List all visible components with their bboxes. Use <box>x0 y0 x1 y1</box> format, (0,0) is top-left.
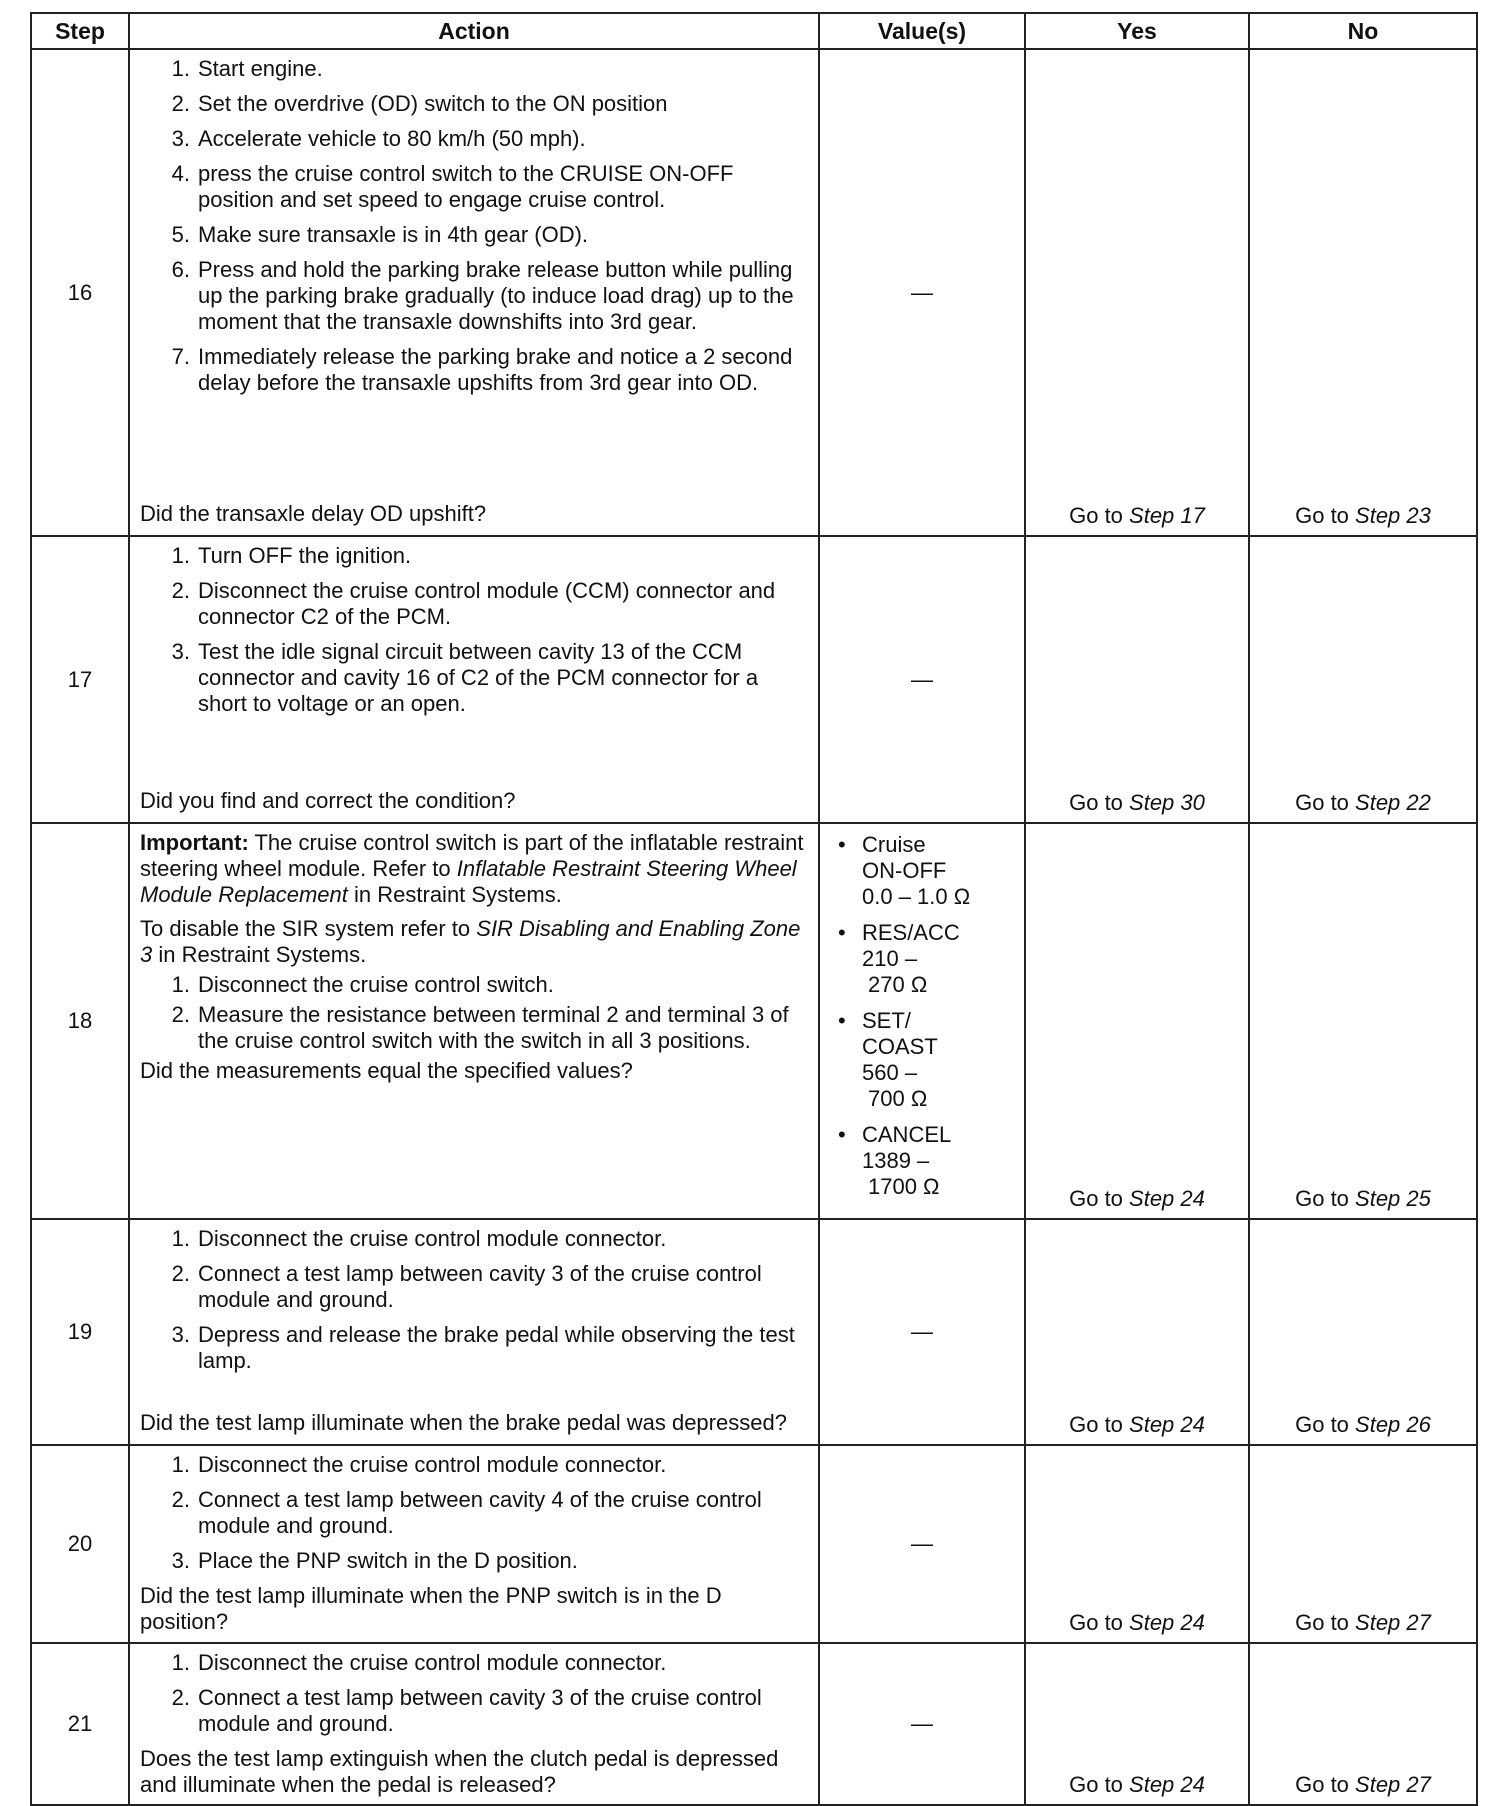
list-item: 2. Connect a test lamp between cavity 4 of the cruise control module and ground. <box>171 1487 762 1538</box>
no-step-link: Step 25 <box>1355 1186 1431 1211</box>
no-cell: Go to Step 22 <box>1249 536 1477 823</box>
header-yes: Yes <box>1025 13 1249 49</box>
table-row <box>31 1219 1477 1445</box>
yes-cell: Go to Step 24 <box>1025 1219 1249 1445</box>
no-step-link: Step 27 <box>1355 1610 1431 1635</box>
yes-step-link: Step 24 <box>1129 1610 1205 1635</box>
action-cell <box>129 1643 819 1805</box>
yes-step-link: Step 24 <box>1129 1772 1205 1797</box>
question-text: Did the measurements equal the specified values? <box>140 1058 633 1083</box>
action-cell <box>129 1445 819 1643</box>
list-item: 1. Start engine. <box>171 56 323 81</box>
value-cell: — <box>819 1219 1025 1445</box>
important-note: Important: The cruise control switch is part of the inflatable restraint steering wheel module. Refer to Inflatable Restraint Steering Wheel Module Replacement in Restraint Systems. <box>140 830 804 907</box>
list-item: 3. Test the idle signal circuit between cavity 13 of the CCM connector and cavity 16 of C2 of the PCM connector for a short to voltage or an open. <box>171 639 759 716</box>
no-cell: Go to Step 26 <box>1249 1219 1477 1445</box>
yes-cell: Go to Step 24 <box>1025 1643 1249 1805</box>
table-row <box>31 1445 1477 1643</box>
value-cell: — <box>819 536 1025 823</box>
action-cell <box>129 536 819 823</box>
no-cell: Go to Step 23 <box>1249 49 1477 536</box>
list-item: 3. Place the PNP switch in the D position. <box>171 1548 578 1573</box>
yes-step-link: Step 24 <box>1129 1412 1205 1437</box>
list-item: 1. Disconnect the cruise control module connector. <box>171 1452 667 1477</box>
header-step: Step <box>31 13 129 49</box>
yes-cell: Go to Step 17 <box>1025 49 1249 536</box>
action-cell <box>129 1219 819 1445</box>
value-cell: — <box>819 1445 1025 1643</box>
list-item: 2. Connect a test lamp between cavity 3 of the cruise control module and ground. <box>171 1261 762 1312</box>
value-cell: — <box>819 49 1025 536</box>
action-steps <box>140 1226 808 1383</box>
action-steps <box>140 56 808 405</box>
no-cell: Go to Step 25 <box>1249 823 1477 1219</box>
no-step-link: Step 22 <box>1355 790 1431 815</box>
action-steps <box>140 972 808 1058</box>
step-number: 19 <box>31 1219 129 1445</box>
yes-cell: Go to Step 24 <box>1025 1445 1249 1643</box>
value-item-res-acc: • RES/ACC 210 – 270 Ω <box>838 920 960 997</box>
list-item: 4. press the cruise control switch to the CRUISE ON-OFF position and set speed to engage cruise control. <box>171 161 734 212</box>
list-item: 3. Accelerate vehicle to 80 km/h (50 mph). <box>171 126 586 151</box>
sir-note: To disable the SIR system refer to SIR Disabling and Enabling Zone 3 in Restraint Systems. <box>140 916 801 967</box>
question-text: Did you find and correct the condition? <box>140 788 516 813</box>
list-item: 1. Disconnect the cruise control switch. <box>171 972 554 997</box>
action-cell <box>129 49 819 536</box>
value-cell <box>819 823 1025 1219</box>
yes-step-link: Step 24 <box>1129 1186 1205 1211</box>
value-item-cancel: • CANCEL 1389 – 1700 Ω <box>838 1122 952 1199</box>
list-item: 1. Disconnect the cruise control module connector. <box>171 1650 667 1675</box>
header-action: Action <box>129 13 819 49</box>
table-row <box>31 823 1477 1219</box>
step-number: 21 <box>31 1643 129 1805</box>
question-text: Did the transaxle delay OD upshift? <box>140 501 487 526</box>
step-number: 18 <box>31 823 129 1219</box>
action-steps <box>140 543 808 726</box>
table-row <box>31 536 1477 823</box>
list-item: 3. Depress and release the brake pedal while observing the test lamp. <box>171 1322 795 1373</box>
action-cell <box>129 823 819 1219</box>
list-item: 2. Measure the resistance between terminal 2 and terminal 3 of the cruise control switch with the switch in all 3 positions. <box>171 1002 789 1053</box>
list-item: 6. Press and hold the parking brake release button while pulling up the parking brake gradually (to induce load drag) up to the moment that the transaxle downshifts into 3rd gear. <box>171 257 794 334</box>
list-item: 5. Make sure transaxle is in 4th gear (OD). <box>171 222 589 247</box>
value-list <box>820 832 1024 1200</box>
yes-step-link: Step 30 <box>1129 790 1205 815</box>
step-number: 20 <box>31 1445 129 1643</box>
value-cell: — <box>819 1643 1025 1805</box>
diagnostic-table <box>30 12 1478 1806</box>
reference-link: SIR Disabling and Enabling Zone 3 <box>140 916 801 967</box>
list-item: 7. Immediately release the parking brake and notice a 2 second delay before the transaxle upshifts from 3rd gear into OD. <box>171 344 793 395</box>
question-text: Does the test lamp extinguish when the clutch pedal is depressed and illuminate when the pedal is released? <box>140 1746 779 1797</box>
reference-link: Inflatable Restraint Steering Wheel Module Replacement <box>140 856 797 907</box>
no-step-link: Step 23 <box>1355 503 1431 528</box>
yes-step-link: Step 17 <box>1129 503 1205 528</box>
header-no: No <box>1249 13 1477 49</box>
question-text: Did the test lamp illuminate when the PNP switch is in the D position? <box>140 1583 722 1634</box>
no-cell: Go to Step 27 <box>1249 1445 1477 1643</box>
header-values: Value(s) <box>819 13 1025 49</box>
list-item: 2. Disconnect the cruise control module (CCM) connector and connector C2 of the PCM. <box>171 578 776 629</box>
no-step-link: Step 26 <box>1355 1412 1431 1437</box>
table-row <box>31 1643 1477 1805</box>
list-item: 2. Connect a test lamp between cavity 3 of the cruise control module and ground. <box>171 1685 762 1736</box>
action-steps <box>140 1452 808 1583</box>
no-cell: Go to Step 27 <box>1249 1643 1477 1805</box>
action-steps <box>140 1650 808 1746</box>
list-item: 2. Set the overdrive (OD) switch to the ON position <box>171 91 668 116</box>
yes-cell: Go to Step 24 <box>1025 823 1249 1219</box>
step-number: 16 <box>31 49 129 536</box>
value-item-set-coast: • SET/ COAST 560 – 700 Ω <box>838 1008 938 1111</box>
step-number: 17 <box>31 536 129 823</box>
header-row <box>31 13 1477 49</box>
value-item-cruise-on-off: • Cruise ON-OFF 0.0 – 1.0 Ω <box>838 832 971 909</box>
list-item: 1. Turn OFF the ignition. <box>171 543 412 568</box>
yes-cell: Go to Step 30 <box>1025 536 1249 823</box>
no-step-link: Step 27 <box>1355 1772 1431 1797</box>
question-text: Did the test lamp illuminate when the brake pedal was depressed? <box>140 1410 787 1435</box>
table-row <box>31 49 1477 536</box>
list-item: 1. Disconnect the cruise control module connector. <box>171 1226 667 1251</box>
